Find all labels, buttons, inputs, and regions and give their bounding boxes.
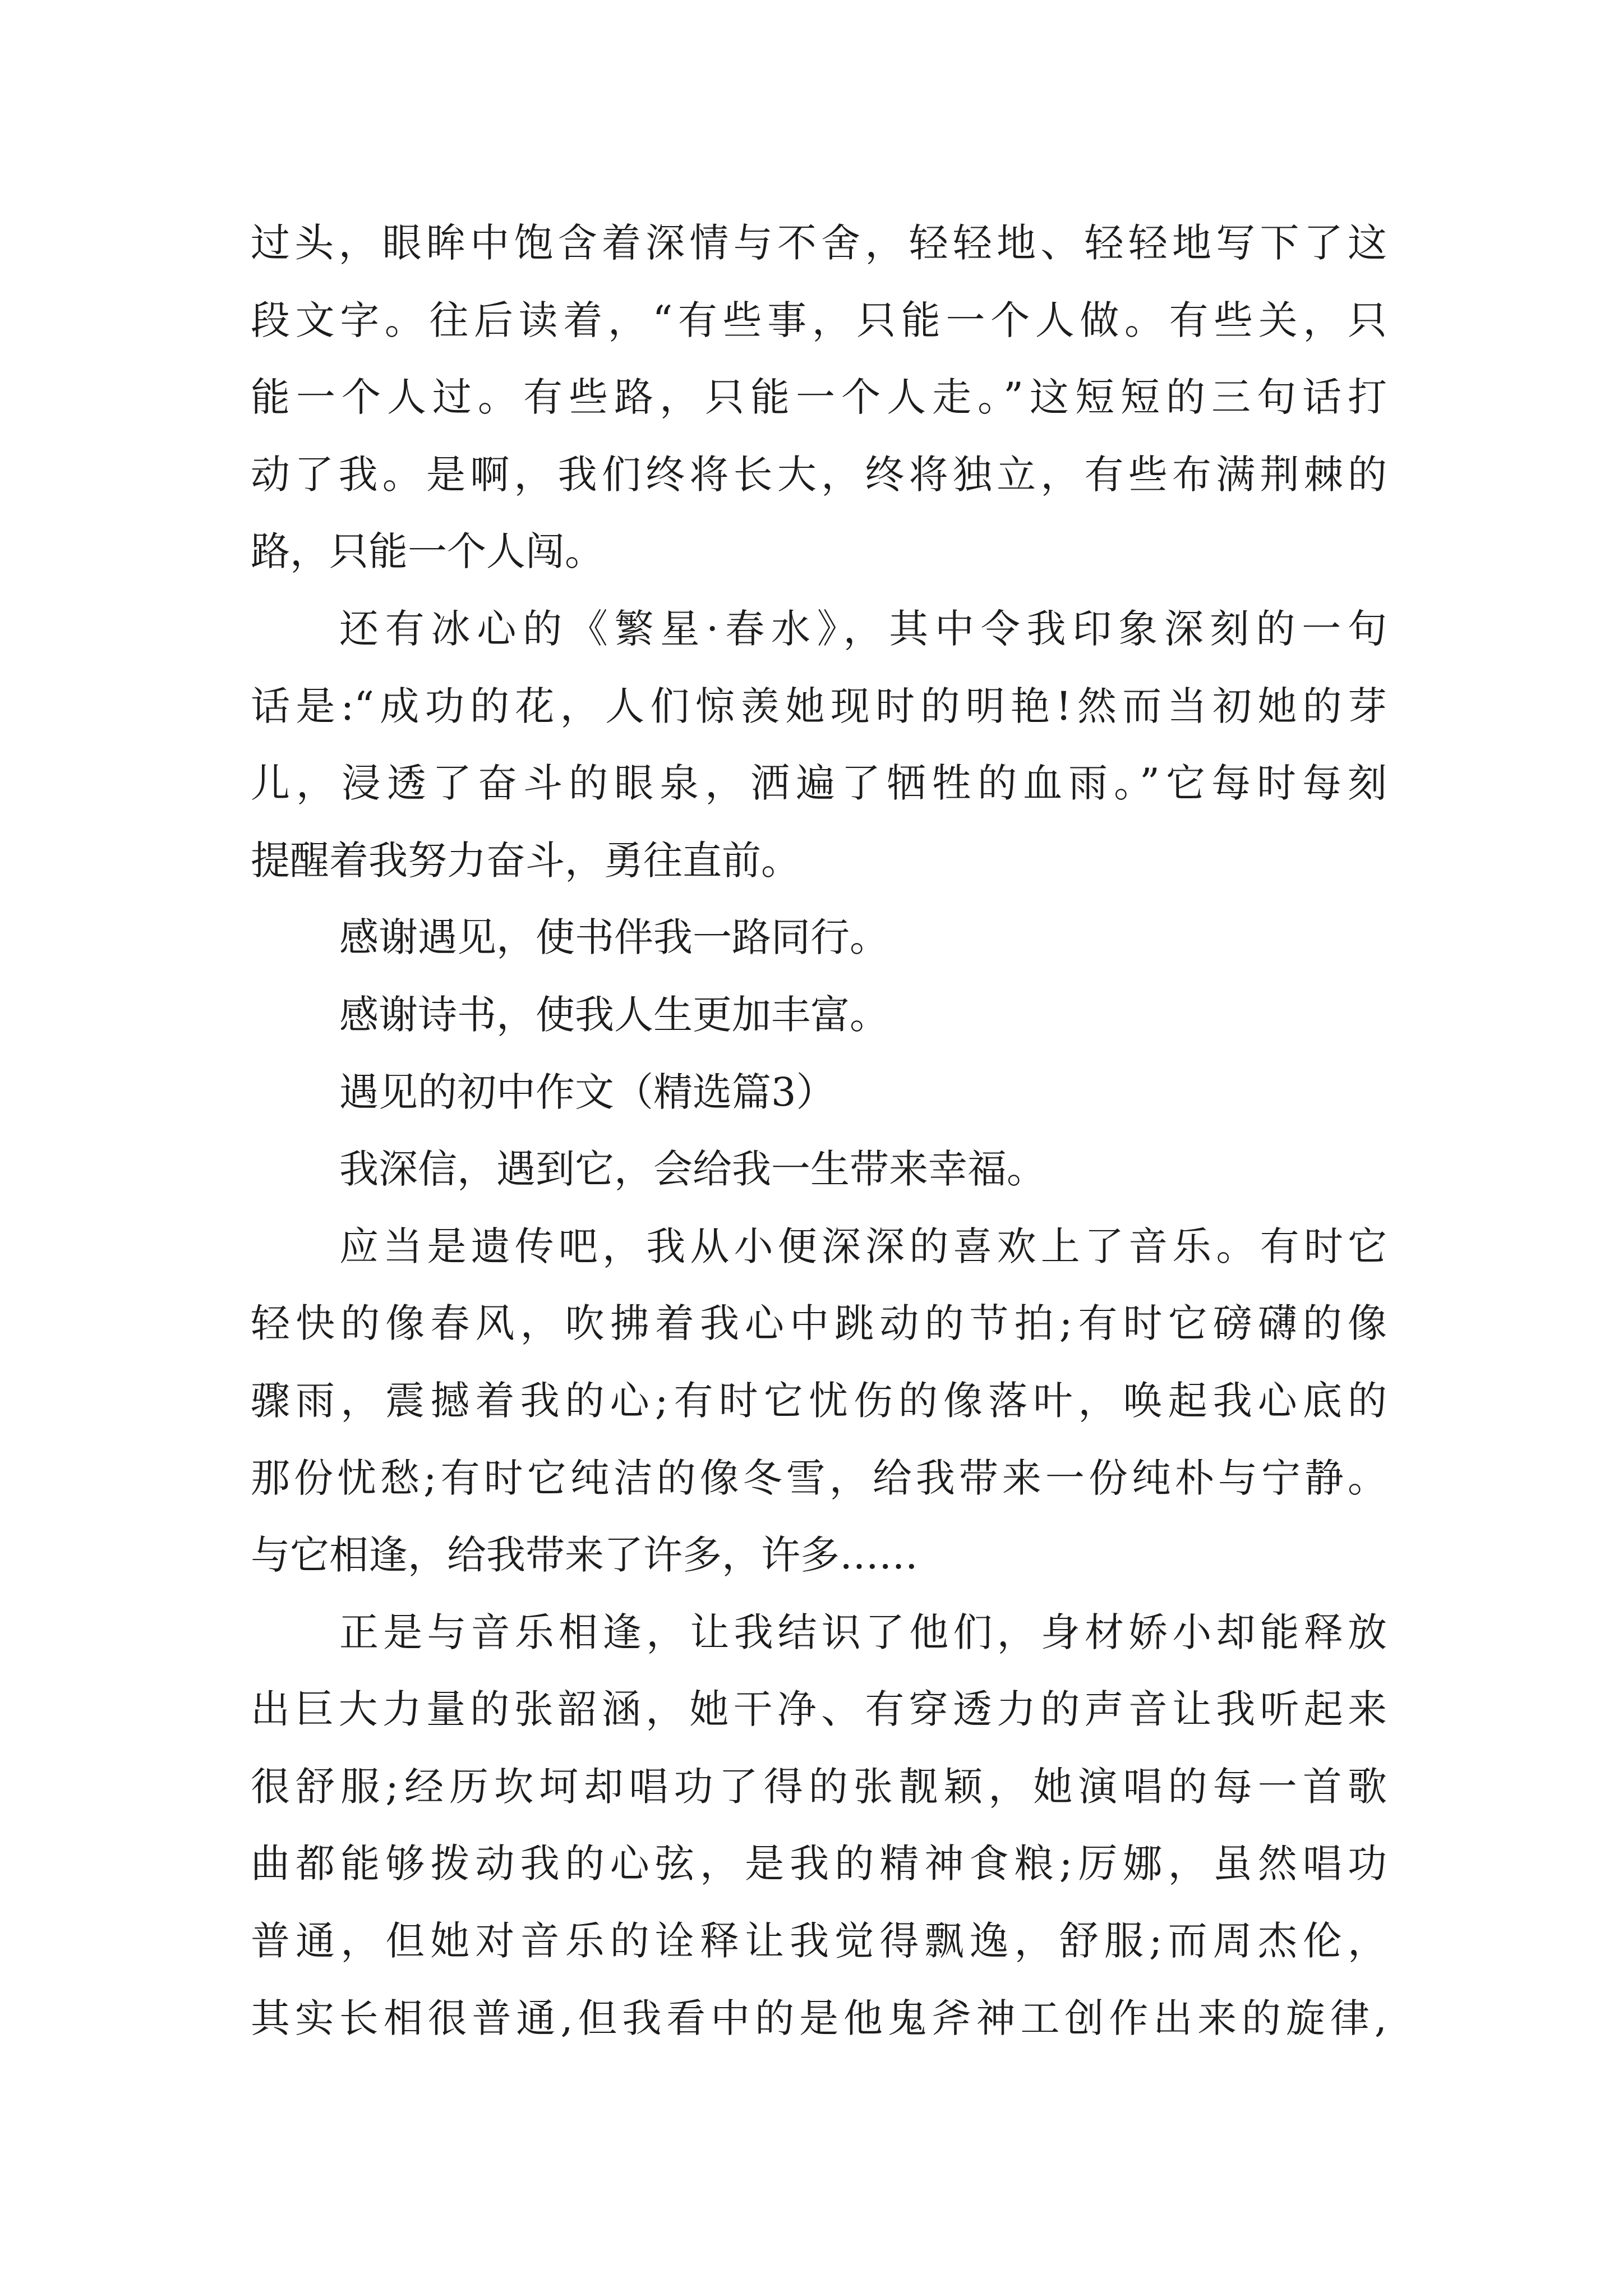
document-body — [251, 205, 1387, 2057]
text-line: 感谢诗书，使我人生更加丰富。 — [339, 991, 889, 1038]
text-line: 与它相逢，给我带来了许多，许多…… — [251, 1532, 918, 1579]
text-line: 话是:“成功的花，人们惊羡她现时的明艳!然而当初她的芽 — [251, 683, 1387, 729]
paragraph — [251, 977, 1387, 1054]
text-line: 那份忧愁;有时它纯洁的像冬雪，给我带来一份纯朴与宁静。 — [251, 1455, 1387, 1501]
section-heading — [251, 1054, 1387, 1131]
paragraph — [251, 1594, 1387, 2058]
text-line: 普通，但她对音乐的诠释让我觉得飘逸，舒服;而周杰伦， — [251, 1918, 1387, 1964]
text-line: 感谢遇见，使书伴我一路同行。 — [339, 914, 889, 961]
paragraph — [251, 1208, 1387, 1594]
text-line: 其实长相很普通,但我看中的是他鬼斧神工创作出来的旋律, — [251, 1995, 1387, 2041]
text-line: 曲都能够拨动我的心弦，是我的精神食粮;厉娜，虽然唱功 — [251, 1841, 1387, 1887]
text-line: 过头，眼眸中饱含着深情与不舍，轻轻地、轻轻地写下了这 — [251, 220, 1387, 266]
paragraph — [251, 1131, 1387, 1208]
text-line: 正是与音乐相逢，让我结识了他们，身材娇小却能释放 — [339, 1609, 1387, 1655]
text-line: 段文字。往后读着，“有些事，只能一个人做。有些关，只 — [251, 297, 1387, 343]
paragraph — [251, 591, 1387, 899]
text-line: 能一个人过。有些路，只能一个人走。”这短短的三句话打 — [251, 374, 1387, 421]
text-line: 我深信，遇到它，会给我一生带来幸福。 — [339, 1146, 1046, 1193]
text-line: 还有冰心的《繁星·春水》，其中令我印象深刻的一句 — [339, 605, 1387, 652]
section-heading-text: 遇见的初中作文（精选篇3） — [339, 1069, 836, 1115]
paragraph — [251, 899, 1387, 977]
text-line: 提醒着我努力奋斗，勇往直前。 — [251, 837, 800, 884]
text-line: 儿，浸透了奋斗的眼泉，洒遍了牺牲的血雨。”它每时每刻 — [251, 760, 1387, 807]
text-line: 出巨大力量的张韶涵，她干净、有穿透力的声音让我听起来 — [251, 1686, 1387, 1733]
text-line: 动了我。是啊，我们终将长大，终将独立，有些布满荆棘的 — [251, 451, 1387, 498]
paragraph — [251, 205, 1387, 591]
text-line: 骤雨，震撼着我的心;有时它忧伤的像落叶，唤起我心底的 — [251, 1377, 1387, 1424]
text-line: 路，只能一个人闯。 — [251, 528, 604, 575]
text-line: 轻快的像春风，吹拂着我心中跳动的节拍;有时它磅礴的像 — [251, 1300, 1387, 1347]
text-line: 很舒服;经历坎坷却唱功了得的张靓颖，她演唱的每一首歌 — [251, 1763, 1387, 1810]
text-line: 应当是遗传吧，我从小便深深的喜欢上了音乐。有时它 — [339, 1223, 1387, 1269]
